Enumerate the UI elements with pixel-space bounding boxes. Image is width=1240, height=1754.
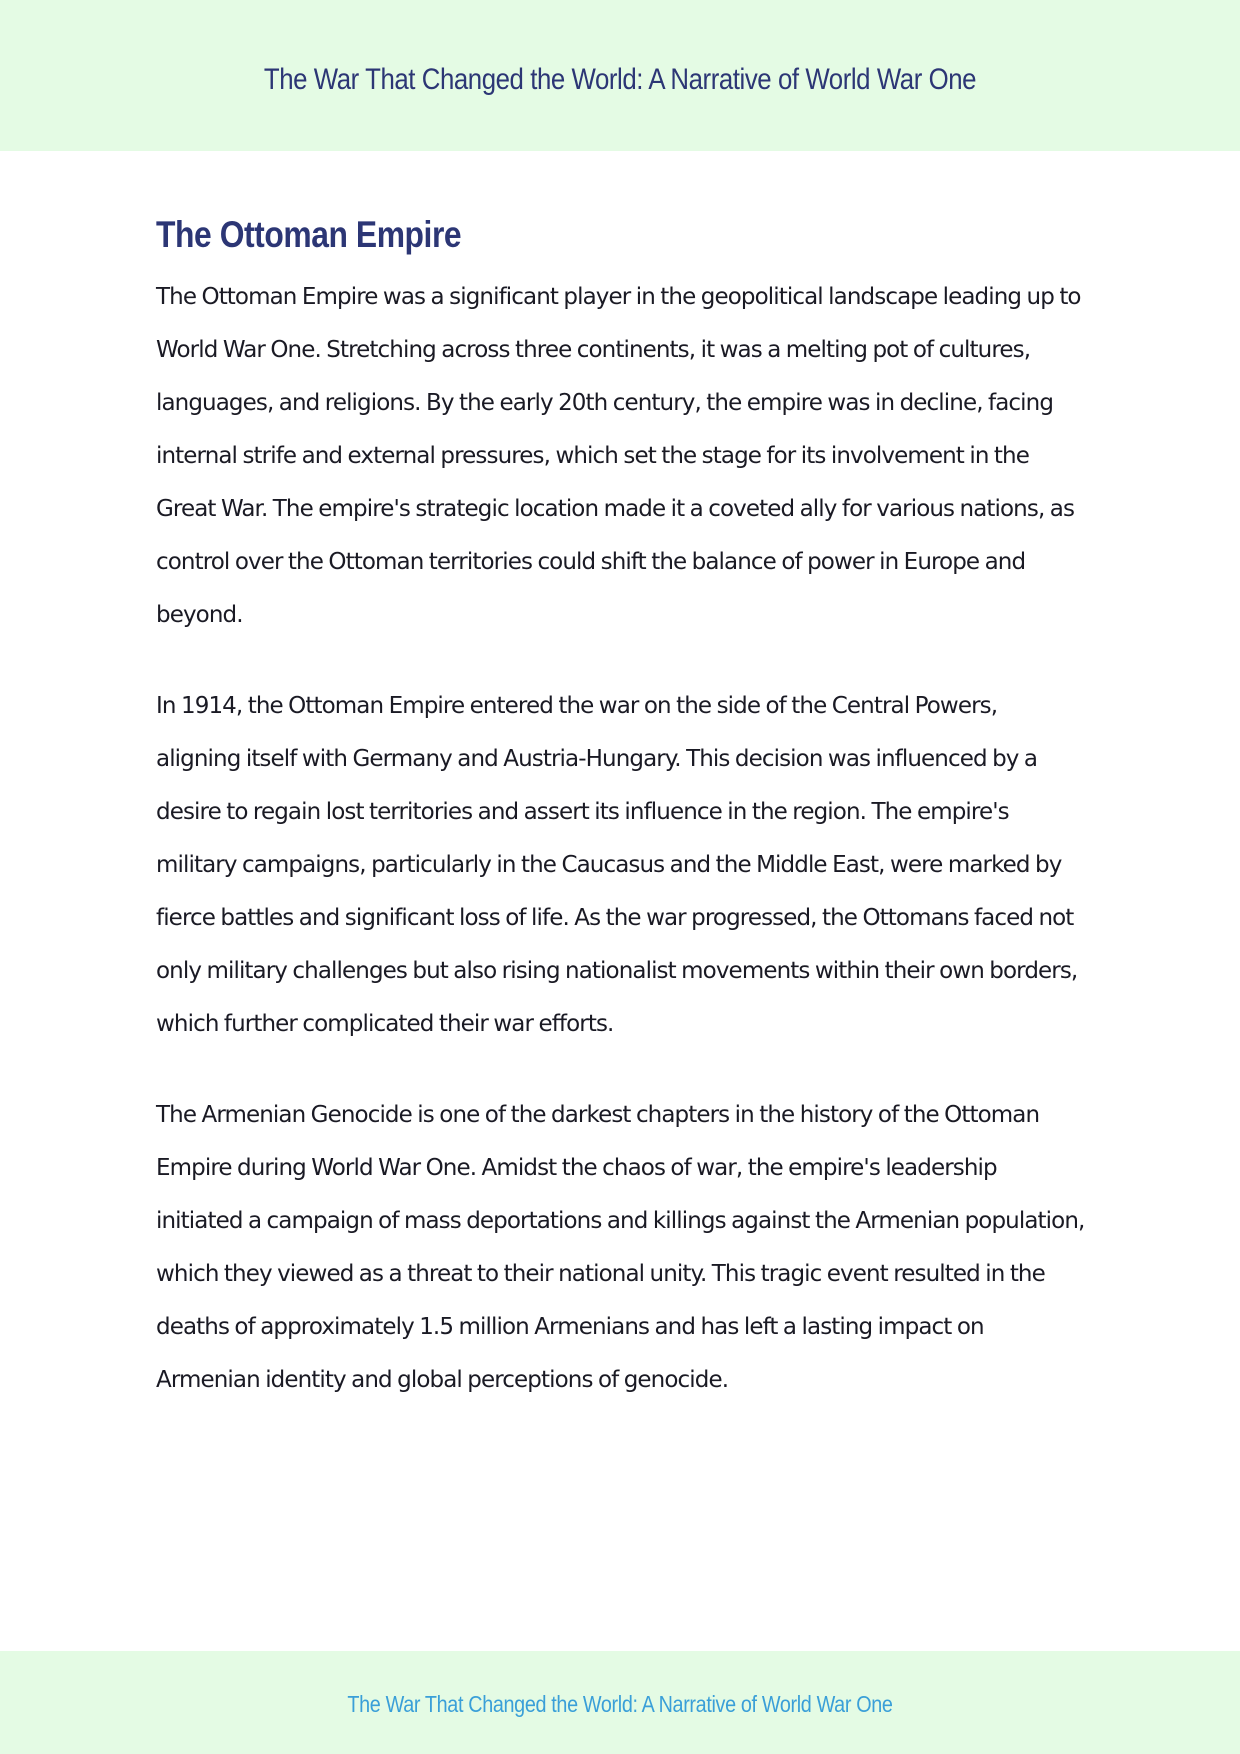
section-heading: The Ottoman Empire <box>156 214 462 255</box>
header-title: The War That Changed the World: A Narrative of World War One <box>263 63 977 96</box>
page-footer <box>0 1651 1240 1754</box>
page-header <box>0 0 1240 151</box>
paragraph: The Armenian Genocide is one of the darkest chapters in the history of the Ottoman Empire during World War One. Amidst the chaos of war, the empire's leadership initiated a campaign of mass deportations and killings against the Armenian population, which they viewed as a threat to their national unity. This tragic event resulted in the deaths of approximately 1.5 million Armenians and has left a lasting impact on Armenian identity and global perceptions of genocide. <box>156 1102 1085 1393</box>
paragraph: The Ottoman Empire was a significant player in the geopolitical landscape leading up to World War One. Stretching across three continents, it was a melting pot of cultures, languages, and religions. By the early 20th century, the empire was in decline, facing internal strife and external pressures, which set the stage for its involvement in the Great War. The empire's strategic location made it a coveted ally for various nations, as control over the Ottoman territories could shift the balance of power in Europe and beyond. <box>156 284 1081 628</box>
paragraph: In 1914, the Ottoman Empire entered the war on the side of the Central Powers, aligning itself with Germany and Austria-Hungary. This decision was influenced by a desire to regain lost territories and assert its influence in the region. The empire's military campaigns, particularly in the Caucasus and the Middle East, were marked by fierce battles and significant loss of life. As the war progressed, the Ottomans faced not only military challenges but also rising nationalist movements within their own borders, which further complicated their war efforts. <box>156 693 1078 1037</box>
footer-title: The War That Changed the World: A Narrative of World War One <box>347 1691 893 1717</box>
main-content <box>156 205 1086 1445</box>
